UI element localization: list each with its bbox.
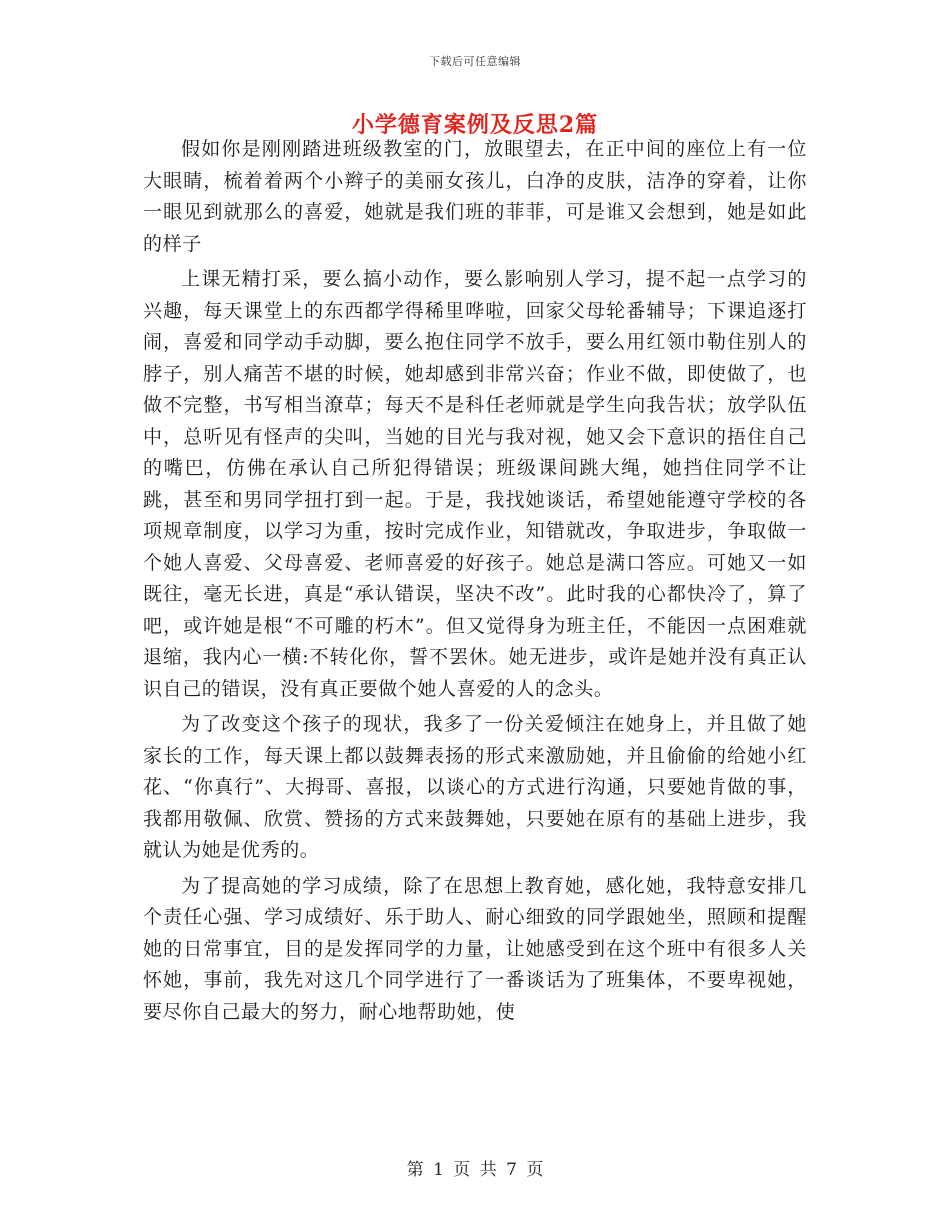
paragraph: 为了提高她的学习成绩，除了在思想上教育她，感化她，我特意安排几个责任心强、学习成绩好、乐于助人、耐心细致的同学跟她坐，照顾和提醒她的日常事宜，目的是发挥同学的力量，让她感受到在这个班中有很多人关怀她，事前，我先对这几个同学进行了一番谈话为了班集体，不要卑视她，要尽你自己最大的努力，耐心地帮助她，使 xyxy=(143,874,807,1023)
paragraph: 上课无精打采，要么搞小动作，要么影响别人学习，提不起一点学习的兴趣，每天课堂上的东西都学得稀里哗啦，回家父母轮番辅导；下课追逐打闹，喜爱和同学动手动脚，要么抱住同学不放手，要么用红领巾勒住别人的脖子，别人痛苦不堪的时候，她却感到非常兴奋；作业不做，即使做了，也做不完整，书写相当潦草；每天不是科任老师就是学生向我告状；放学队伍中，总听见有怪声的尖叫，当她的目光与我对视，她又会下意识的捂住自己的嘴巴，仿佛在承认自己所犯得错误；班级课间跳大绳，她挡住同学不让跳，甚至和男同学扭打到一起。于是，我找她谈话，希望她能遵守学校的各项规章制度，以学习为重，按时完成作业，知错就改，争取进步，争取做一个她人喜爱、父母喜爱、老师喜爱的好孩子。她总是满口答应。可她又一如既往，毫无长进，真是“承认错误，坚决不改”。此时我的心都快冷了，算了吧，或许她是根“不可雕的朽木”。但又觉得身为班主任，不能因一点困难就退缩，我内心一横:不转化你，誓不罢休。她无进步，或许是她并没有真正认识自己的错误，没有真正要做个她人喜爱的人的念头。 xyxy=(143,268,807,700)
page-number-footer: 第 1 页 共 7 页 xyxy=(406,1160,544,1180)
header-note: 下载后可任意编辑 xyxy=(429,55,521,68)
document-title: 小学德育案例及反思2篇 xyxy=(351,112,599,138)
document-body xyxy=(143,134,807,1032)
paragraph: 假如你是刚刚踏进班级教室的门，放眼望去，在正中间的座位上有一位大眼睛，梳着着两个小辫子的美丽女孩儿，白净的皮肤，洁净的穿着，让你一眼见到就那么的喜爱，她就是我们班的菲菲，可是谁又会想到，她是如此的样子 xyxy=(143,138,807,255)
paragraph: 为了改变这个孩子的现状，我多了一份关爱倾注在她身上，并且做了她家长的工作，每天课上都以鼓舞表扬的形式来激励她，并且偷偷的给她小红花、“你真行”、大拇哥、喜报，以谈心的方式进行沟通，只要她肯做的事，我都用敬佩、欣赏、赞扬的方式来鼓舞她，只要她在原有的基础上进步，我就认为她是优秀的。 xyxy=(143,713,807,861)
